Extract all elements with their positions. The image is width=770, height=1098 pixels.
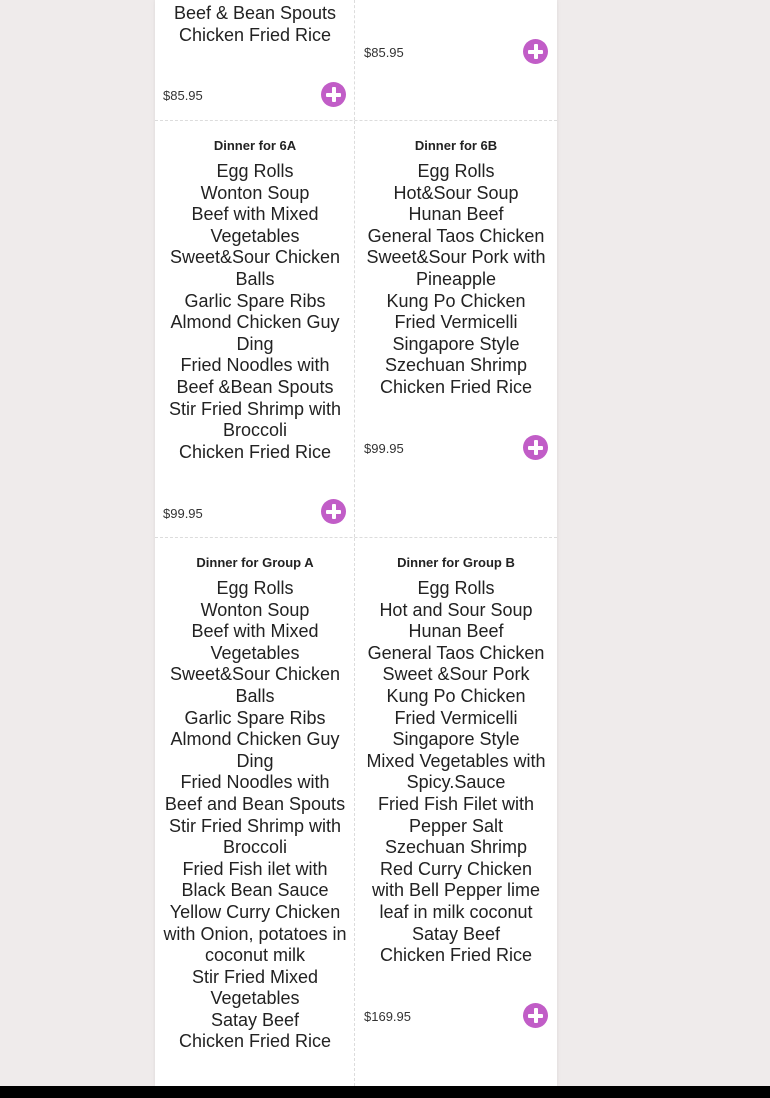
list-item: Stir Fried Mixed Vegetables (191, 966, 319, 1009)
list-item: Beef & Bean Spouts (173, 3, 337, 23)
menu-card-dinner-for-group-a (155, 538, 355, 1086)
list-item: Kung Po Chicken (386, 290, 526, 311)
list-item: Kung Po Chicken (386, 685, 526, 706)
card-items-list (163, 161, 347, 463)
add-to-cart-button[interactable] (523, 39, 548, 64)
list-item: Sweet&Sour Chicken Balls (169, 664, 341, 706)
card-title: Dinner for Group A (196, 555, 314, 570)
list-item: General Taos Chicken (367, 225, 545, 246)
card-items-list (163, 3, 347, 46)
list-item: Egg Rolls (216, 161, 294, 181)
card-title: Dinner for 6A (213, 138, 297, 153)
list-item: Sweet&Sour Chicken Balls (169, 247, 341, 289)
list-item: Red Curry Chicken with Bell Pepper lime (371, 858, 541, 901)
list-item: Singapore Style (392, 729, 520, 750)
price-label: $99.95 (163, 506, 203, 521)
list-item: Fried Noodles with Beef and Bean Spouts (164, 772, 346, 814)
list-item: Fried Fish Filet with Pepper Salt (377, 793, 535, 836)
add-to-cart-button[interactable] (523, 435, 548, 460)
list-item: Satay Beef (411, 923, 501, 944)
list-item: Stir Fried Shrimp with Broccoli (168, 815, 342, 858)
list-item: Wonton Soup (200, 182, 310, 203)
add-to-cart-button[interactable] (321, 499, 346, 524)
list-item: Garlic Spare Ribs (184, 290, 326, 311)
list-item: Szechuan Shrimp (384, 837, 528, 858)
list-item: Szechuan Shrimp (384, 355, 528, 376)
card-items-list (364, 578, 548, 967)
list-item: Hot and Sour Soup (379, 599, 533, 620)
list-item: Almond Chicken Guy Ding (170, 729, 340, 771)
list-item: Singapore Style (392, 333, 520, 354)
menu-card-dinner-for-6a (155, 121, 355, 537)
list-item: Fried Vermicelli (394, 707, 518, 728)
price-label: $85.95 (163, 88, 203, 103)
card-items-list (364, 161, 548, 399)
price-label: $85.95 (364, 45, 404, 60)
card-items-list (163, 578, 347, 1053)
list-item: Chicken Fried Rice (178, 24, 332, 45)
menu-card-dinner-for-5b (356, 0, 556, 120)
list-item: Hot&Sour Soup (393, 182, 519, 203)
list-item: Garlic Spare Ribs (184, 707, 326, 728)
list-item: Hunan Beef (408, 204, 504, 225)
list-item: Fried Fish ilet with Black Bean Sauce (181, 858, 329, 901)
list-item: Egg Rolls (216, 578, 294, 598)
menu-card-dinner-for-group-b (356, 538, 556, 1086)
list-item: Chicken Fried Rice (379, 376, 533, 397)
list-item: Beef with Mixed Vegetables (191, 204, 319, 246)
list-item: Mixed Vegetables with Spicy.Sauce (366, 750, 546, 793)
list-item: Fried Noodles with Beef &Bean Spouts (176, 355, 334, 397)
list-item: Hunan Beef (408, 621, 504, 642)
list-item: Egg Rolls (417, 161, 495, 181)
list-item: Stir Fried Shrimp with Broccoli (168, 398, 342, 441)
list-item: Satay Beef (210, 1009, 300, 1030)
price-label: $99.95 (364, 441, 404, 456)
list-item: Beef with Mixed Vegetables (191, 621, 319, 663)
card-title: Dinner for 6B (414, 138, 498, 153)
price-label: $169.95 (364, 1009, 411, 1024)
list-item: Fried Vermicelli (394, 312, 518, 333)
add-to-cart-button[interactable] (523, 1003, 548, 1028)
footer-bar (0, 1086, 770, 1098)
list-item: Sweet &Sour Pork (382, 664, 530, 685)
list-item: Wonton Soup (200, 599, 310, 620)
menu-card-dinner-for-5a (155, 0, 355, 120)
card-title: Dinner for Group B (397, 555, 515, 570)
list-item: Sweet&Sour Pork with Pineapple (366, 247, 546, 289)
menu-card-dinner-for-6b (356, 121, 556, 537)
list-item: Yellow Curry Chicken with Onion, potatoes in coconut milk (163, 901, 347, 966)
menu-panel (155, 0, 557, 1086)
list-item: Chicken Fried Rice (178, 441, 332, 462)
list-item: leaf in milk coconut (379, 901, 533, 922)
add-to-cart-button[interactable] (321, 82, 346, 107)
list-item: Chicken Fried Rice (178, 1031, 332, 1052)
list-item: Egg Rolls (417, 578, 495, 598)
list-item: Chicken Fried Rice (379, 945, 533, 966)
list-item: General Taos Chicken (367, 642, 545, 663)
list-item: Almond Chicken Guy Ding (170, 312, 340, 354)
